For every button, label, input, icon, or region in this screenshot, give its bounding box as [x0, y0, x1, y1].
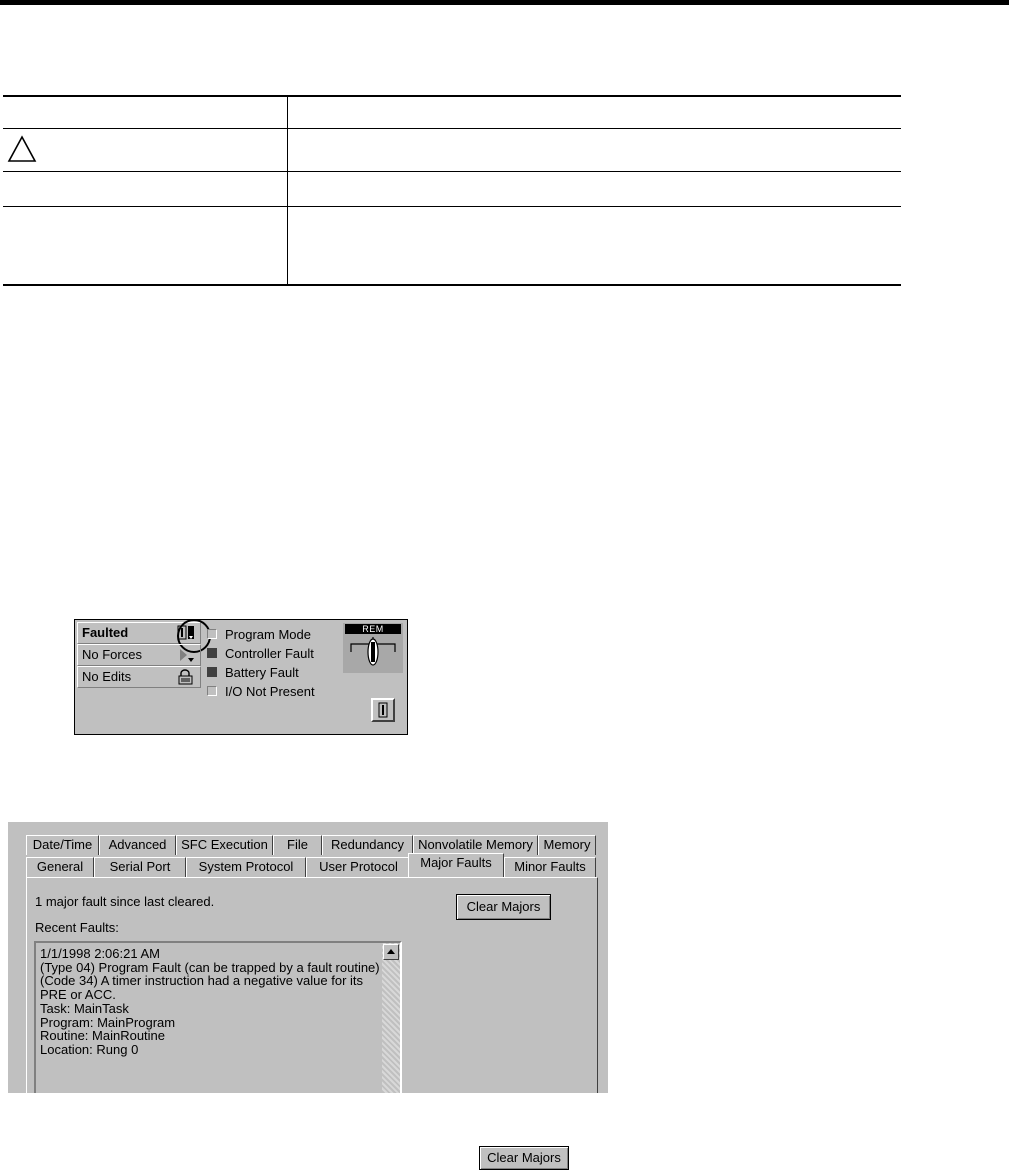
tab-label: Redundancy — [331, 837, 404, 852]
forces-dropdown-icon[interactable] — [176, 647, 196, 663]
clear-majors-button-standalone[interactable]: Clear Majors — [479, 1146, 569, 1170]
tab-label: File — [287, 837, 308, 852]
fault-line: (Type 04) Program Fault (can be trapped by a fault routine) — [40, 959, 380, 975]
fault-count-text: 1 major fault since last cleared. — [35, 894, 215, 909]
tab-major-faults[interactable] — [408, 853, 504, 877]
fault-line: 1/1/1998 2:06:21 AM — [40, 946, 160, 961]
tab-general[interactable] — [26, 857, 94, 877]
tab-label: SFC Execution — [181, 837, 268, 852]
keyswitch-position-label: REM — [345, 624, 401, 634]
tab-label: Memory — [543, 837, 591, 852]
fault-details — [40, 947, 380, 1057]
recent-faults-label: Recent Faults: — [35, 920, 119, 935]
table-row-divider — [3, 171, 901, 172]
table-row-divider — [3, 128, 901, 129]
fault-line: Location: Rung 0 — [40, 1041, 139, 1057]
scroll-up-arrow-button[interactable] — [383, 944, 399, 960]
controller-mode-label: Faulted — [82, 625, 129, 640]
controller-mode-row[interactable] — [77, 622, 201, 644]
controller-status-panel — [74, 619, 408, 735]
indicator-label: I/O Not Present — [225, 684, 315, 699]
tab-file[interactable] — [273, 835, 322, 855]
table-row-divider — [3, 206, 901, 207]
indicator-label: Controller Fault — [225, 646, 314, 661]
tab-label: Advanced — [108, 837, 167, 852]
vertical-scrollbar[interactable] — [382, 943, 400, 1093]
edits-status-label: No Edits — [82, 669, 132, 684]
tab-memory[interactable] — [538, 835, 596, 855]
tab-minor-faults[interactable] — [504, 857, 596, 877]
led-off — [207, 629, 217, 639]
edits-status-row[interactable] — [77, 666, 201, 688]
led-on — [207, 648, 217, 658]
indicator-controller-fault — [207, 645, 337, 664]
controller-icon — [373, 700, 393, 720]
indicator-program-mode — [207, 626, 337, 645]
led-off — [207, 686, 217, 696]
fault-line: Program: MainProgram — [40, 1014, 176, 1030]
table-bottom-rule — [3, 284, 901, 286]
tab-label: System Protocol — [198, 859, 294, 874]
tab-sfc-execution[interactable] — [176, 835, 273, 855]
tab-label: User Protocol — [319, 859, 398, 874]
key-icon — [343, 634, 403, 672]
controller-properties-button[interactable] — [371, 698, 395, 722]
tab-label: Serial Port — [109, 859, 171, 874]
indicator-battery-fault — [207, 664, 337, 683]
fault-line: Task: MainTask — [40, 1000, 129, 1016]
padlock-icon[interactable] — [176, 669, 196, 685]
tab-serial-port[interactable] — [94, 857, 186, 877]
forces-status-label: No Forces — [82, 647, 142, 662]
tab-label: Date/Time — [32, 837, 93, 852]
clear-majors-button[interactable]: Clear Majors — [456, 894, 551, 920]
tab-label: Minor Faults — [514, 859, 586, 874]
status-indicators — [207, 626, 337, 702]
fault-line: PRE or ACC. — [40, 987, 116, 1003]
tab-nonvolatile-memory[interactable] — [413, 835, 538, 855]
indicator-io-not-present — [207, 683, 337, 702]
keyswitch-display — [343, 623, 403, 673]
table-top-rule — [3, 95, 901, 97]
controller-properties-dialog — [8, 822, 608, 1093]
tab-label: General — [36, 859, 84, 874]
page-top-rule — [0, 0, 1009, 5]
status-column — [77, 622, 201, 732]
tab-system-protocol[interactable] — [186, 857, 306, 877]
indicator-label: Battery Fault — [225, 665, 299, 680]
warning-triangle-icon — [7, 135, 37, 163]
tab-user-protocol[interactable] — [306, 857, 411, 877]
fault-line: (Code 34) A timer instruction had a negative value for its — [40, 973, 364, 989]
tab-date-time[interactable] — [26, 835, 99, 855]
tab-redundancy[interactable] — [322, 835, 413, 855]
definition-table — [3, 95, 901, 286]
fault-line: Routine: MainRoutine — [40, 1028, 166, 1044]
indicator-label: Program Mode — [225, 627, 311, 642]
recent-faults-textbox[interactable] — [34, 941, 402, 1093]
up-arrow-icon — [384, 945, 398, 959]
tab-advanced[interactable] — [99, 835, 176, 855]
led-on — [207, 667, 217, 677]
tab-label: Major Faults — [420, 855, 492, 870]
tab-label: Nonvolatile Memory — [418, 837, 533, 852]
table-column-divider — [287, 95, 288, 286]
forces-status-row[interactable] — [77, 644, 201, 666]
